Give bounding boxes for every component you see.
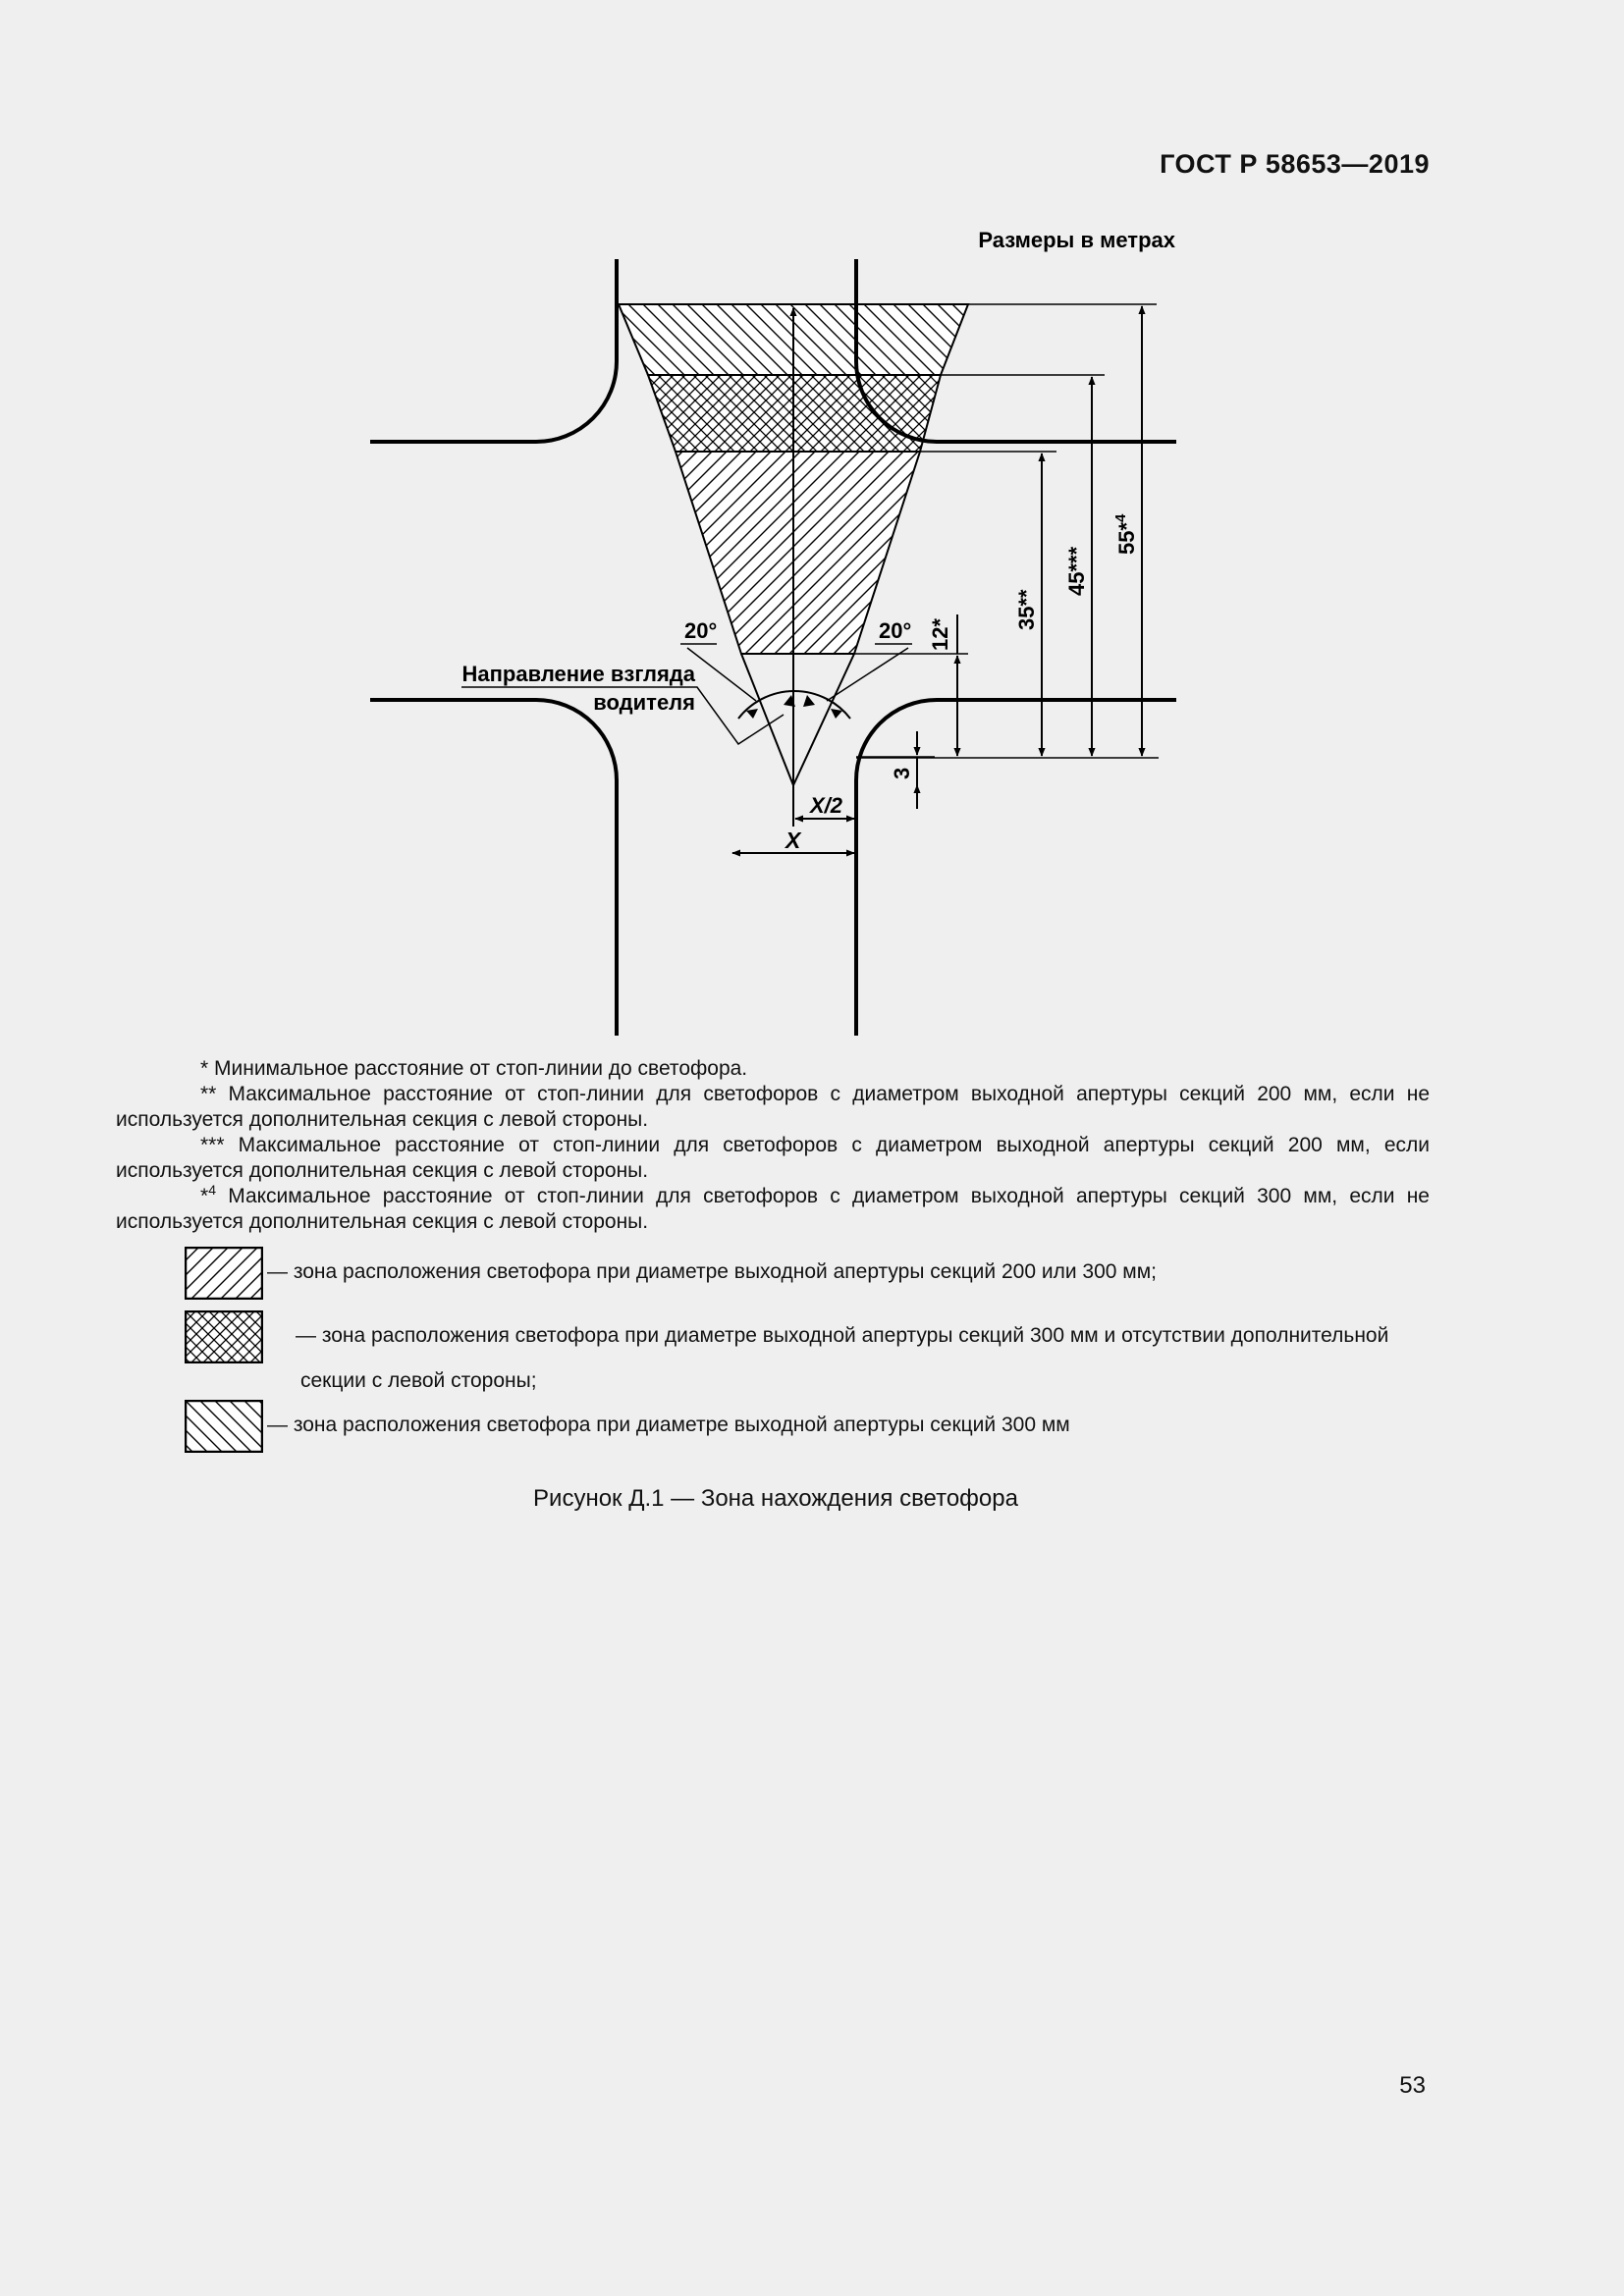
legend-text-3: — зона расположения светофора при диаметре выходной апертуры секций 300 мм — [267, 1414, 1070, 1436]
legend-swatch-back-hatch — [185, 1400, 263, 1453]
legend-swatch-crosshatch — [185, 1310, 263, 1363]
legend-text-1: — зона расположения светофора при диаметре выходной апертуры секций 200 или 300 мм; — [267, 1260, 1157, 1283]
footnotes — [116, 1056, 1430, 1235]
footnote-1: * Минимальное расстояние от стоп-линии до светофора. — [200, 1057, 748, 1080]
dim-label-55: 55*$^4$ — [1112, 513, 1139, 555]
footnote-2: ** Максимальное расстояние от стоп-линии для светофоров с диаметром выходной апертуры секций 200 мм, если не используется дополнительная секция с левой стороны. — [116, 1083, 1430, 1131]
dim-label-3: 3 — [890, 767, 914, 779]
standard-number: ГОСТ Р 58653—2019 — [1160, 149, 1430, 179]
footnote-3: *** Максимальное расстояние от стоп-линии для светофоров с диаметром выходной апертуры секций 200 мм, если используется дополнительная секция с левой стороны. — [116, 1134, 1430, 1182]
legend-swatch-forward-hatch — [185, 1247, 263, 1300]
angle-left-label: 20° — [684, 618, 718, 643]
legend-text-2: — зона расположения светофора при диаметре выходной апертуры секций 300 мм и отсутствии дополнительной — [296, 1324, 1389, 1347]
units-note: Размеры в метрах — [978, 228, 1175, 252]
gaze-direction-label-2: водителя — [593, 690, 695, 715]
figure-caption: Рисунок Д.1 — Зона нахождения светофора — [533, 1485, 1018, 1512]
dim-label-45: 45*** — [1064, 546, 1089, 596]
legend-text-2b: секции с левой стороны; — [300, 1369, 537, 1392]
dim-label-55-sup: 4 — [1112, 513, 1129, 522]
dim-label-x-half: X/2 — [810, 793, 843, 818]
dim-label-x: X — [785, 828, 801, 853]
dim-label-35: 35** — [1014, 589, 1039, 630]
intersection-diagram — [0, 0, 1624, 1060]
dim-label-12: 12* — [928, 617, 952, 651]
footnote-4-text: Максимальное расстояние от стоп-линии для светофоров с диаметром выходной апертуры секций 300 мм, если не используется дополнительная секция с левой стороны. — [116, 1185, 1430, 1233]
page-number: 53 — [1399, 2072, 1426, 2099]
legend-item-back-hatch — [185, 1400, 1432, 1455]
footnote-4-sup: 4 — [208, 1182, 216, 1198]
legend-item-forward-hatch — [185, 1247, 1432, 1302]
angle-right-label: 20° — [879, 618, 912, 643]
gaze-direction-label: Направление взгляда — [461, 662, 695, 686]
footnote-4: *$^4$ Максимальное расстояние от стоп-линии для светофоров с диаметром выходной апертуры секций 300 мм, если не используется дополнительная секция с левой стороны. — [116, 1182, 1430, 1233]
legend-item-crosshatch — [185, 1310, 1432, 1392]
